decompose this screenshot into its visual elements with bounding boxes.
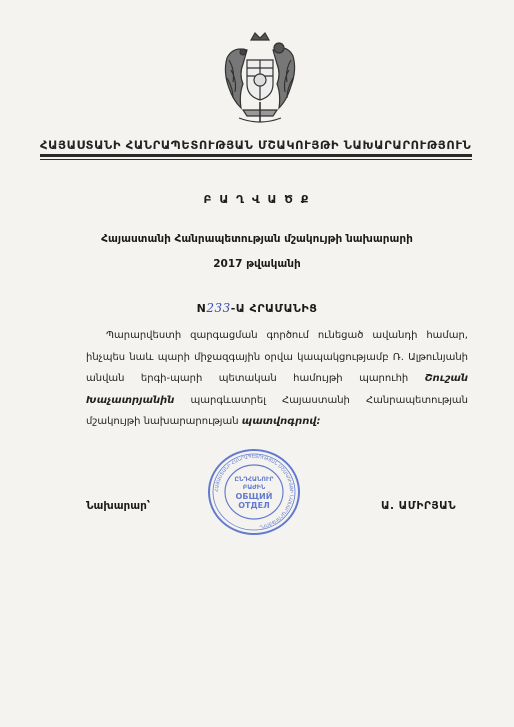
body-text-part2: պարգևատրել Հայաստանի Հանրապետության մշակույթի նախարարության — [86, 394, 468, 427]
order-suffix: -Ա ՀՐԱՄԱՆԻՑ — [230, 302, 318, 315]
signer-title: Նախարար՝ — [86, 500, 151, 512]
seal-ring-text: ՀԱՅԱՍՏԱՆԻ ՀԱՆՐԱՊԵՏՈՒԹՅԱՆ ՄՇԱԿՈՒՅԹԻ ՆԱԽԱՐԱՐՈՒԹՅՈՒՆ — [214, 454, 294, 529]
official-seal-icon — [206, 447, 302, 537]
document-type: Բ Ա Ղ Վ Ա Ծ Ք — [203, 193, 311, 206]
order-number: 233 — [206, 301, 231, 315]
signer-name: Ա. ԱՄԻՐՅԱՆ — [381, 500, 457, 512]
seal-center-line3: ОБЩИЙ — [235, 492, 273, 501]
order-prefix: N — [196, 302, 207, 315]
coat-of-arms-icon — [219, 30, 301, 128]
seal-center-line2: ԲԱԺԻՆ — [242, 484, 266, 491]
seal-center-line1: ԸՆԴՀԱՆՈՒՐ — [234, 476, 274, 483]
seal-center-line4: ОТДЕЛ — [238, 501, 270, 510]
header-rule-thick — [40, 154, 472, 157]
body-text-part1: Պարարվեստի զարգացման գործում ունեցած ավանդի համար, ինչպես նաև պարի միջազգային օրվա կապակցությամբ Ռ. Ալթունյանի անվան երգի-պարի պետական համույթի պարուհի — [86, 330, 468, 384]
ministry-header: ՀԱՅԱՍՏԱՆԻ ՀԱՆՐԱՊԵՏՈՒԹՅԱՆ ՄՇԱԿՈՒՅԹԻ ՆԱԽԱՐԱՐՈՒԹՅՈՒՆ — [40, 138, 472, 152]
awardee-name: Շուշան Խաչատրյանին — [86, 373, 468, 406]
header-rule-thin — [40, 159, 472, 160]
document-year: 2017 թվականի — [213, 258, 301, 270]
order-body — [86, 325, 468, 433]
order-line — [0, 301, 514, 315]
award-type: պատվոգրով: — [241, 416, 321, 427]
document-subtitle: Հայաստանի Հանրապետության մշակույթի նախարարի — [101, 233, 413, 245]
